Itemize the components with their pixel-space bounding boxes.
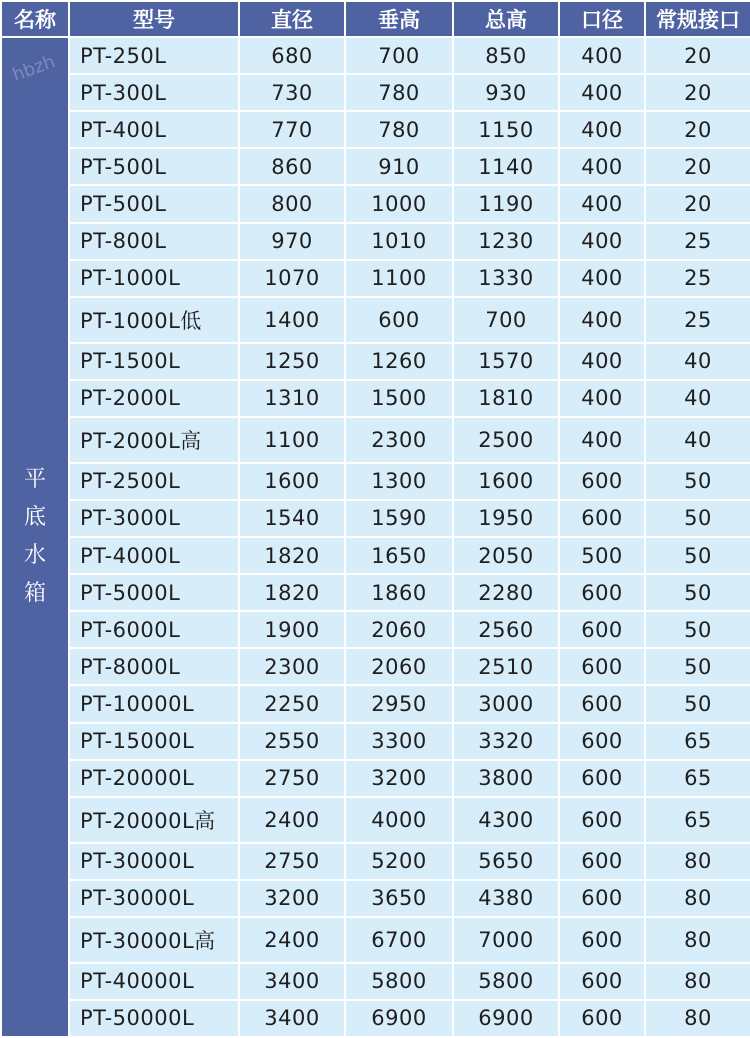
total-height-cell: 1570 [454,344,558,379]
diameter-cell: 1250 [240,344,344,379]
standard-port-cell: 65 [646,798,750,842]
vertical-height-cell: 1100 [346,261,452,296]
total-height-cell: 850 [454,38,558,73]
vertical-height-cell: 1300 [346,464,452,499]
model-cell: PT-20000L高 [70,798,238,842]
model-cell: PT-400L [70,112,238,147]
diameter-cell: 1070 [240,261,344,296]
standard-port-cell: 65 [646,761,750,796]
vertical-height-cell: 3650 [346,881,452,916]
vertical-height-cell: 3200 [346,761,452,796]
table-row [2,761,750,796]
standard-port-cell: 40 [646,381,750,416]
standard-port-cell: 20 [646,186,750,221]
standard-port-cell: 50 [646,538,750,573]
standard-port-cell: 20 [646,75,750,110]
vertical-height-cell: 600 [346,298,452,342]
vertical-height-cell: 1500 [346,381,452,416]
table-row [2,112,750,147]
total-height-cell: 2560 [454,612,558,647]
total-height-cell: 1600 [454,464,558,499]
table-row [2,649,750,684]
opening-cell: 400 [560,261,644,296]
total-height-cell: 7000 [454,918,558,962]
standard-port-cell: 20 [646,112,750,147]
table-row [2,186,750,221]
model-cell: PT-2000L高 [70,418,238,462]
opening-cell: 400 [560,186,644,221]
table-row [2,464,750,499]
diameter-cell: 3400 [240,1001,344,1036]
opening-cell: 600 [560,1001,644,1036]
category-label [24,461,46,613]
header-name: 名称 [2,2,68,36]
vertical-height-cell: 5200 [346,844,452,879]
model-cell: PT-15000L [70,724,238,759]
total-height-cell: 1150 [454,112,558,147]
model-cell: PT-300L [70,75,238,110]
standard-port-cell: 25 [646,224,750,259]
vertical-height-cell: 6700 [346,918,452,962]
opening-cell: 400 [560,381,644,416]
opening-cell: 600 [560,686,644,721]
model-cell: PT-10000L [70,686,238,721]
vertical-height-cell: 780 [346,112,452,147]
header-total-height: 总高 [454,2,558,36]
category-char: 平 [23,467,46,492]
table-row [2,686,750,721]
vertical-height-cell: 1650 [346,538,452,573]
vertical-height-cell: 1590 [346,501,452,536]
model-cell: PT-30000L高 [70,918,238,962]
total-height-cell: 5650 [454,844,558,879]
vertical-height-cell: 1010 [346,224,452,259]
model-cell: PT-1500L [70,344,238,379]
standard-port-cell: 25 [646,261,750,296]
model-cell: PT-6000L [70,612,238,647]
model-cell: PT-1000L [70,261,238,296]
watermark-text: hbzh [9,51,58,86]
total-height-cell: 3000 [454,686,558,721]
standard-port-cell: 40 [646,418,750,462]
diameter-cell: 1400 [240,298,344,342]
opening-cell: 500 [560,538,644,573]
opening-cell: 400 [560,418,644,462]
header-vertical-height: 垂高 [346,2,452,36]
opening-cell: 400 [560,344,644,379]
opening-cell: 400 [560,112,644,147]
opening-cell: 600 [560,649,644,684]
vertical-height-cell: 4000 [346,798,452,842]
standard-port-cell: 50 [646,575,750,610]
diameter-cell: 970 [240,224,344,259]
diameter-cell: 1310 [240,381,344,416]
total-height-cell: 1190 [454,186,558,221]
total-height-cell: 1330 [454,261,558,296]
vertical-height-cell: 1260 [346,344,452,379]
total-height-cell: 930 [454,75,558,110]
diameter-cell: 2750 [240,761,344,796]
model-cell: PT-1000L低 [70,298,238,342]
vertical-height-cell: 1860 [346,575,452,610]
standard-port-cell: 65 [646,724,750,759]
diameter-cell: 860 [240,149,344,184]
vertical-height-cell: 780 [346,75,452,110]
header-standard-port: 常规接口 [646,2,750,36]
table-row [2,881,750,916]
opening-cell: 400 [560,298,644,342]
total-height-cell: 2510 [454,649,558,684]
table-row [2,798,750,842]
vertical-height-cell: 5800 [346,964,452,999]
model-cell: PT-3000L [70,501,238,536]
model-cell: PT-2000L [70,381,238,416]
table-row [2,612,750,647]
table-row [2,298,750,342]
diameter-cell: 3200 [240,881,344,916]
vertical-height-cell: 2060 [346,612,452,647]
vertical-height-cell: 910 [346,149,452,184]
table-row [2,1001,750,1036]
opening-cell: 600 [560,881,644,916]
total-height-cell: 700 [454,298,558,342]
model-cell: PT-500L [70,186,238,221]
header-model: 型号 [70,2,238,36]
model-cell: PT-4000L [70,538,238,573]
diameter-cell: 2400 [240,798,344,842]
diameter-cell: 770 [240,112,344,147]
diameter-cell: 1540 [240,501,344,536]
total-height-cell: 4380 [454,881,558,916]
standard-port-cell: 50 [646,464,750,499]
opening-cell: 400 [560,75,644,110]
header-opening: 口径 [560,2,644,36]
opening-cell: 600 [560,918,644,962]
standard-port-cell: 80 [646,964,750,999]
table-row [2,418,750,462]
model-cell: PT-800L [70,224,238,259]
category-char: 底 [23,505,46,530]
model-cell: PT-20000L [70,761,238,796]
opening-cell: 600 [560,798,644,842]
table-body [2,38,750,1036]
table-row [2,224,750,259]
diameter-cell: 1820 [240,575,344,610]
header-diameter: 直径 [240,2,344,36]
table-row [2,724,750,759]
vertical-height-cell: 2950 [346,686,452,721]
diameter-cell: 1820 [240,538,344,573]
total-height-cell: 6900 [454,1001,558,1036]
standard-port-cell: 40 [646,344,750,379]
standard-port-cell: 50 [646,686,750,721]
diameter-cell: 1100 [240,418,344,462]
diameter-cell: 2300 [240,649,344,684]
category-char: 箱 [23,581,46,606]
diameter-cell: 800 [240,186,344,221]
opening-cell: 600 [560,964,644,999]
opening-cell: 400 [560,224,644,259]
opening-cell: 400 [560,149,644,184]
total-height-cell: 1810 [454,381,558,416]
diameter-cell: 3400 [240,964,344,999]
model-cell: PT-500L [70,149,238,184]
diameter-cell: 1600 [240,464,344,499]
diameter-cell: 2750 [240,844,344,879]
total-height-cell: 3800 [454,761,558,796]
diameter-cell: 1900 [240,612,344,647]
model-cell: PT-5000L [70,575,238,610]
table-row [2,75,750,110]
table-row [2,844,750,879]
standard-port-cell: 50 [646,612,750,647]
vertical-height-cell: 3300 [346,724,452,759]
standard-port-cell: 20 [646,149,750,184]
vertical-height-cell: 700 [346,38,452,73]
standard-port-cell: 25 [646,298,750,342]
diameter-cell: 2550 [240,724,344,759]
table-row [2,964,750,999]
opening-cell: 600 [560,612,644,647]
standard-port-cell: 80 [646,881,750,916]
table-row [2,538,750,573]
vertical-height-cell: 2300 [346,418,452,462]
opening-cell: 600 [560,724,644,759]
table-row [2,501,750,536]
diameter-cell: 680 [240,38,344,73]
opening-cell: 600 [560,844,644,879]
standard-port-cell: 80 [646,1001,750,1036]
standard-port-cell: 80 [646,844,750,879]
total-height-cell: 2050 [454,538,558,573]
table-row [2,344,750,379]
category-cell [2,38,68,1036]
header-row [2,2,750,36]
model-cell: PT-50000L [70,1001,238,1036]
total-height-cell: 4300 [454,798,558,842]
model-cell: PT-2500L [70,464,238,499]
table-row [2,918,750,962]
table-row [2,38,750,73]
standard-port-cell: 50 [646,649,750,684]
vertical-height-cell: 1000 [346,186,452,221]
total-height-cell: 1140 [454,149,558,184]
opening-cell: 600 [560,501,644,536]
model-cell: PT-8000L [70,649,238,684]
standard-port-cell: 20 [646,38,750,73]
category-char: 水 [23,543,46,568]
standard-port-cell: 80 [646,918,750,962]
model-cell: PT-30000L [70,844,238,879]
table-row [2,381,750,416]
standard-port-cell: 50 [646,501,750,536]
model-cell: PT-30000L [70,881,238,916]
model-cell: PT-250L [70,38,238,73]
diameter-cell: 730 [240,75,344,110]
total-height-cell: 5800 [454,964,558,999]
diameter-cell: 2250 [240,686,344,721]
table-row [2,149,750,184]
opening-cell: 600 [560,761,644,796]
diameter-cell: 2400 [240,918,344,962]
opening-cell: 400 [560,38,644,73]
opening-cell: 600 [560,464,644,499]
opening-cell: 600 [560,575,644,610]
total-height-cell: 2500 [454,418,558,462]
vertical-height-cell: 6900 [346,1001,452,1036]
table-row [2,261,750,296]
total-height-cell: 3320 [454,724,558,759]
total-height-cell: 1230 [454,224,558,259]
model-cell: PT-40000L [70,964,238,999]
total-height-cell: 2280 [454,575,558,610]
total-height-cell: 1950 [454,501,558,536]
vertical-height-cell: 2060 [346,649,452,684]
table-row [2,575,750,610]
